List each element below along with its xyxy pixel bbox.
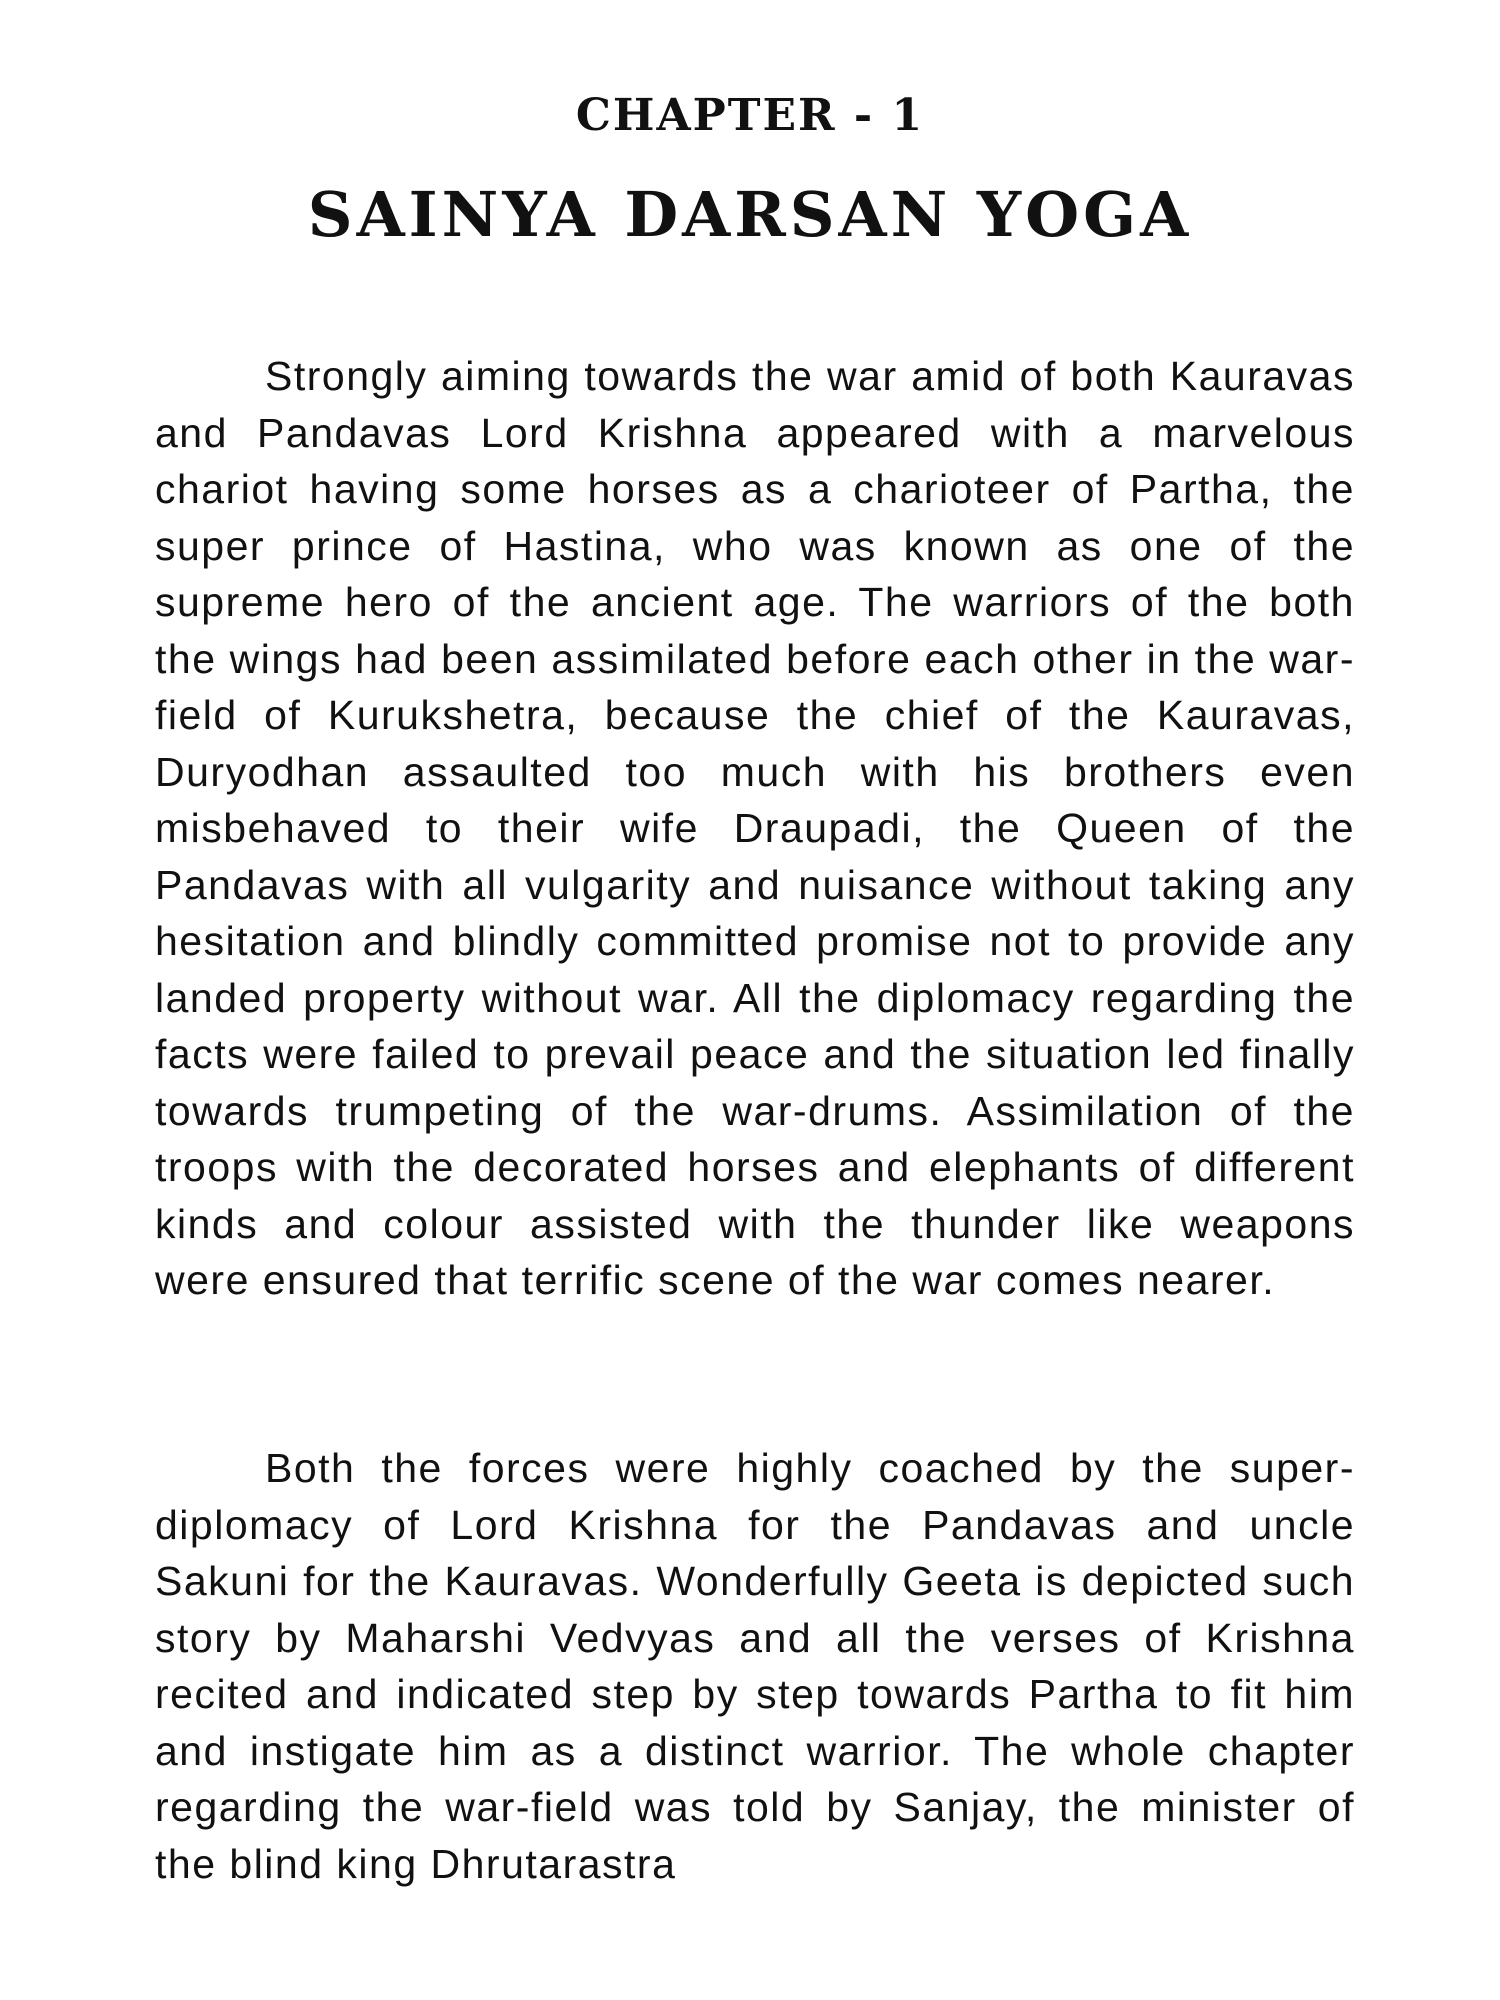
chapter-title: SAINYA DARSAN YOGA	[307, 178, 1193, 251]
paragraph-1: Strongly aiming towards the war amid of both Kauravas and Pandavas Lord Krishna appeared with a marvelous chariot having some horses as a charioteer of Partha, the super prince of Hastina, who was known as one of the supreme hero of the ancient age. The warriors of the both the wings had been assimilated before each other in the war-field of Kurukshetra, because the chief of the Kauravas, Duryodhan assaulted too much with his brothers even misbehaved to their wife Draupadi, the Queen of the Pandavas with all vulgarity and nuisance without taking any hesitation and blindly committed promise not to provide any landed property without war. All the diplomacy regarding the facts were failed to prevail peace and the situation led finally towards trumpeting of the war-drums. Assimilation of the troops with the decorated horses and elephants of different kinds and colour assisted with the thunder like weapons were ensured that terrific scene of the war comes nearer.	[155, 353, 1355, 1303]
paragraph-2: Both the forces were highly coached by the super-diplomacy of Lord Krishna for the Pandavas and uncle Sakuni for the Kauravas. Wonderfully Geeta is depicted such story by Maharshi Vedvyas and all the verses of Krishna recited and indicated step by step towards Partha to fit him and instigate him as a distinct warrior. The whole chapter regarding the war-field was told by Sanjay, the minister of the blind king Dhrutarastra	[155, 1445, 1355, 1887]
chapter-number: CHAPTER - 1	[575, 90, 925, 141]
